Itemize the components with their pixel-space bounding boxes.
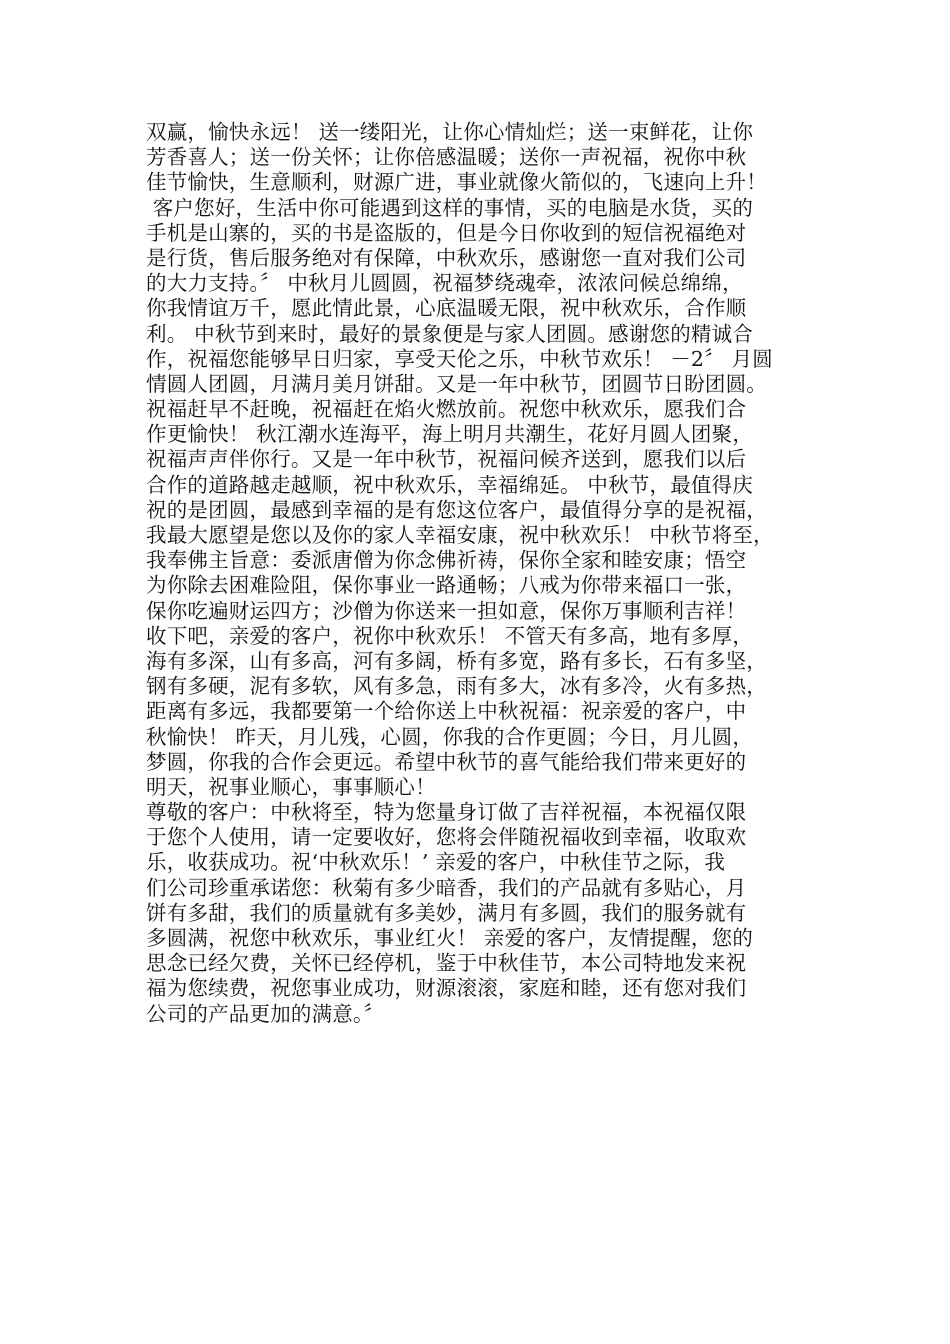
text-line: 利。 中秋节到来时，最好的景象便是与家人团圆。感谢您的精诚合 [146, 321, 754, 346]
text-line: 公司的产品更加的满意。〞 [146, 1001, 385, 1026]
text-line: 钢有多硬，泥有多软，风有多急，雨有多大，冰有多冷，火有多热， [146, 674, 767, 699]
text-line: 手机是山寨的，买的书是盗版的，但是今日你收到的短信祝福绝对 [146, 220, 747, 245]
text-line: 作，祝福您能够早日归家，享受天伦之乐，中秋节欢乐！ －2〞 月圆 [146, 346, 773, 371]
text-line: 我最大愿望是您以及你的家人幸福安康，祝中秋欢乐！ 中秋节将至， [146, 523, 774, 547]
text-line: 你我情谊万千，愿此情此景，心底温暖无限，祝中秋欢乐，合作顺 [146, 296, 747, 321]
text-line: 福为您续费，祝您事业成功，财源滚滚，家庭和睦，还有您对我们 [146, 976, 747, 1001]
text-line: 情圆人团圆，月满月美月饼甜。又是一年中秋节，团圆节日盼团圆。 [146, 371, 767, 396]
text-line: 梦圆，你我的合作会更远。希望中秋节的喜气能给我们带来更好的 [146, 749, 747, 774]
text-line: 乐，收获成功。祝‘中秋欢乐！’ 亲爱的客户，中秋佳节之际，我 [146, 850, 726, 875]
text-line: 祝的是团圆，最感到幸福的是有您这位客户，最值得分享的是祝福， [146, 497, 767, 522]
text-line: 为你除去困难险阻，保你事业一路通畅；八戒为你带来福口一张， [146, 573, 747, 598]
text-line: 双赢，愉快永远！ 送一缕阳光，让你心情灿烂；送一束鲜花，让你 [146, 120, 754, 144]
text-line: 的大力支持。〞 中秋月儿圆圆，祝福梦绕魂牵，浓浓问候总绵绵， [146, 271, 743, 296]
text-line: 距离有多远，我都要第一个给你送上中秋祝福：祝亲爱的客户，中 [146, 699, 747, 724]
paragraph-1 [146, 120, 826, 800]
document-body [146, 120, 826, 1027]
text-line: 尊敬的客户：中秋将至，特为您量身订做了吉祥祝福，本祝福仅限 [146, 800, 747, 825]
paragraph-2 [146, 800, 826, 1027]
text-line: 们公司珍重承诺您：秋菊有多少暗香，我们的产品就有多贴心，月 [146, 875, 747, 900]
text-line: 海有多深，山有多高，河有多阔，桥有多宽，路有多长，石有多坚， [146, 648, 767, 673]
text-line: 思念已经欠费，关怀已经停机，鉴于中秋佳节，本公司特地发来祝 [146, 951, 747, 976]
text-line: 芳香喜人；送一份关怀；让你倍感温暖；送你一声祝福，祝你中秋 [146, 145, 747, 170]
text-line: 多圆满，祝您中秋欢乐，事业红火！ 亲爱的客户，友情提醒，您的 [146, 926, 754, 950]
text-line: 佳节愉快，生意顺利，财源广进，事业就像火箭似的，飞速向上升！ [146, 170, 767, 195]
text-line: 于您个人使用，请一定要收好，您将会伴随祝福收到幸福，收取欢 [146, 825, 747, 850]
text-line: 是行货，售后服务绝对有保障，中秋欢乐，感谢您一直对我们公司 [146, 245, 747, 270]
text-line: 保你吃遍财运四方；沙僧为你送来一担如意，保你万事顺利吉祥！ [146, 598, 747, 623]
text-line: 合作的道路越走越顺，祝中秋欢乐，幸福绵延。 中秋节，最值得庆 [146, 472, 754, 497]
text-line: 客户您好，生活中你可能遇到这样的事情，买的电脑是水货，买的 [146, 195, 754, 220]
text-line: 祝福声声伴你行。又是一年中秋节，祝福问候齐送到，愿我们以后 [146, 447, 747, 472]
text-line: 收下吧，亲爱的客户，祝你中秋欢乐！ 不管天有多高，地有多厚， [146, 623, 754, 648]
text-line: 作更愉快！ 秋江潮水连海平，海上明月共潮生，花好月圆人团聚， [146, 422, 754, 447]
text-line: 祝福赶早不赶晚，祝福赶在焰火燃放前。祝您中秋欢乐，愿我们合 [146, 397, 747, 422]
text-line: 秋愉快！ 昨天，月儿残，心圆，你我的合作更圆；今日，月儿圆， [146, 724, 754, 749]
text-line: 明天，祝事业顺心，事事顺心！ [146, 774, 436, 799]
text-line: 饼有多甜，我们的质量就有多美妙，满月有多圆，我们的服务就有 [146, 900, 747, 925]
text-line: 我奉佛主旨意：委派唐僧为你念佛祈祷，保你全家和睦安康；悟空 [146, 548, 747, 573]
